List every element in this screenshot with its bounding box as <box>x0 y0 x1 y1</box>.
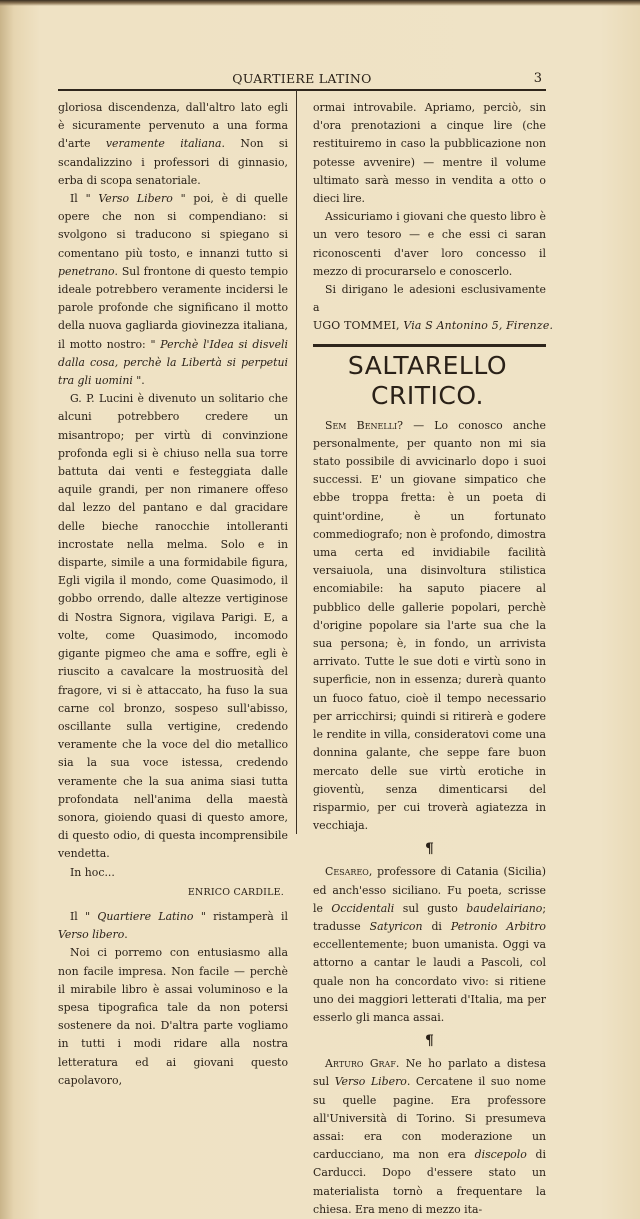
pilcrow-separator: ¶ <box>425 1033 434 1050</box>
pilcrow-separator: ¶ <box>425 841 434 858</box>
section-title: SALTARELLO CRITICO. <box>347 350 508 410</box>
section-rule <box>313 344 546 347</box>
entry-name: Cesareo <box>325 865 369 879</box>
book-title: Verso Libero <box>98 192 173 206</box>
header-rule <box>58 89 546 91</box>
address-line: UGO TOMMEI, Via S Antonino 5, Firenze. <box>313 319 554 333</box>
left-column <box>58 99 288 1090</box>
page-number: 3 <box>533 71 542 86</box>
running-title: QUARTIERE LATINO <box>232 71 372 86</box>
paragraph: Il " Quartiere Latino " ristamperà il Verso libero. <box>58 909 289 942</box>
paragraph: Noi ci porremo con entusiasmo alla non facile impresa. Non facile — perchè il mirabile libro è assai voluminoso e la spesa tipografica tale da non potersi sostenere da noi. D'altra parte vogliamo in tutti i modi ridare alla nostra letteratura ed ai giovani questo capolavoro, <box>58 946 288 1087</box>
critique-entry: Arturo Graf. Ne ho parlato a distesa sul Verso Libero. Cercatene il suo nome su quelle pagine. Era professore all'Università di Torino. Si presumeva assai: era con moderazione un carducciano, ma non era discepolo di Carducci. Dopo d'essere stato un materialista tornò a frequentare la chiesa. Era meno di mezzo ita- <box>313 1057 547 1216</box>
column-divider <box>296 90 297 834</box>
paragraph: ormai introvabile. Apriamo, perciò, sin d'ora prenotazioni a cinque lire (che restituiremo in caso la pubblicazione non potesse avvenire) — mentre il volume ultimato sarà messo in vendita a otto o dieci lire. <box>313 101 546 206</box>
author-signature: ENRICO CARDILE. <box>187 886 284 898</box>
running-header <box>58 71 546 87</box>
paragraph: Si dirigano le adesioni esclusivamente a <box>313 283 546 315</box>
paragraph: Il " Verso Libero " poi, è di quelle opere che non si compendiano: si svolgono si traducono si spiegano si comentano più tosto, e innanzi tutto si penetrano. Sul frontone di questo tempio ideale potrebbero veramente incidersi le parole profonde che significano il motto della nuova gagliarda giovinezza italiana, il motto nostro: " Perchè l'Idea si disveli dalla cosa, perchè la Libertà si perpetui tra gli uomini ". <box>58 192 288 388</box>
motto: Perchè l'Idea si disveli dalla cosa, perchè la Libertà si perpetui tra gli uomini <box>58 337 288 388</box>
entry-name: Sem Benelli? <box>325 418 403 432</box>
paragraph: G. P. Lucini è divenuto un solitario che alcuni potrebbero credere un misantropo; per virtù di convinzione profonda egli si è chiuso nella sua torre battuta dai venti e festeggiata dalle aquile grandi, per non rimanere offeso dal lezzo del pantano e dal gracidare delle bieche ranocchie intolleranti incrostate nella melma. Solo e in disparte, simile a una formidabile figura, Egli vigila il mondo, come Quasimodo, il gobbo orrendo, dalle altezze vertiginose di Nostra Signora, vigilava Parigi. E, a volte, come Quasimodo, incomodo gigante pigmeo che ama e soffre, egli è riuscito a cavalcare la mostruosità del fragore, vi si è attaccato, ha fuso la sua carne col bronzo, sospeso sull'abisso, oscillante sulla vertigine, credendo veramente che la voce del dio metallico sia la sua voce istessa, credendo veramente che la sua anima siasi tutta profondata nell'anima della maestà sonora, gioiendo quasi di questo amore, di questo odio, di questa incomprensibile vendetta. <box>58 392 288 861</box>
critique-entry: Cesareo, professore di Catania (Sicilia) ed anch'esso siciliano. Fu poeta, scrisse le Occidentali sul gusto baudelairiano; tradusse Satyricon di Petronio Arbitro eccellentemente; buon umanista. Oggi va attorno a cantar le laudi a Pascoli, col quale non ha concordato vivo: si ritiene uno dei maggiori letterati d'Italia, ma per esserlo gli manca assai. <box>313 865 547 1024</box>
page-top-shadow <box>0 0 640 6</box>
entry-name: Arturo Graf <box>325 1057 396 1071</box>
paragraph: Assicuriamo i giovani che questo libro è un vero tesoro — e che essi ci saran riconoscenti d'aver loro concesso il mezzo di procurarselo e conoscerlo. <box>313 210 546 278</box>
paragraph: gloriosa discendenza, dall'altro lato egli è sicuramente pervenuto a una forma d'arte veramente italiana. Non si scandalizzino i professori di ginnasio, erba di scopa senatoriale. <box>58 101 289 187</box>
right-column <box>313 99 554 1219</box>
paragraph: In hoc... <box>70 865 115 879</box>
critique-entry: Sem Benelli? — Lo conosco anche personalmente, per quanto non mi sia stato possibile di avvicinarlo dopo i suoi successi. E' un giovane simpatico che ebbe troppa fretta: è un poeta di quint'ordine, è un fortunato commediografo; non è profondo, dimostra uma certa ed invidiabile facilità versaiuola, una disinvoltura stilistica encomiabile: ha saputo piacere al pubblico delle gallerie popolari, perchè d'origine popolare sia l'arte sua che la sua persona; è, in fondo, un arrivista arrivato. Tutte le sue doti e virtù sono in superficie, non in essenza; durerà quanto un fuoco fatuo, cioè il tempo necessario per arricchirsi; quindi si ritirerà e godere le rendite in villa, consideratovi come una donnina galante, che seppe fare buon mercato delle sue virtù erotiche in gioventù, senza dimenticarsi del risparmio, per cui troverà agiatezza in vecchiaja. <box>313 418 546 833</box>
